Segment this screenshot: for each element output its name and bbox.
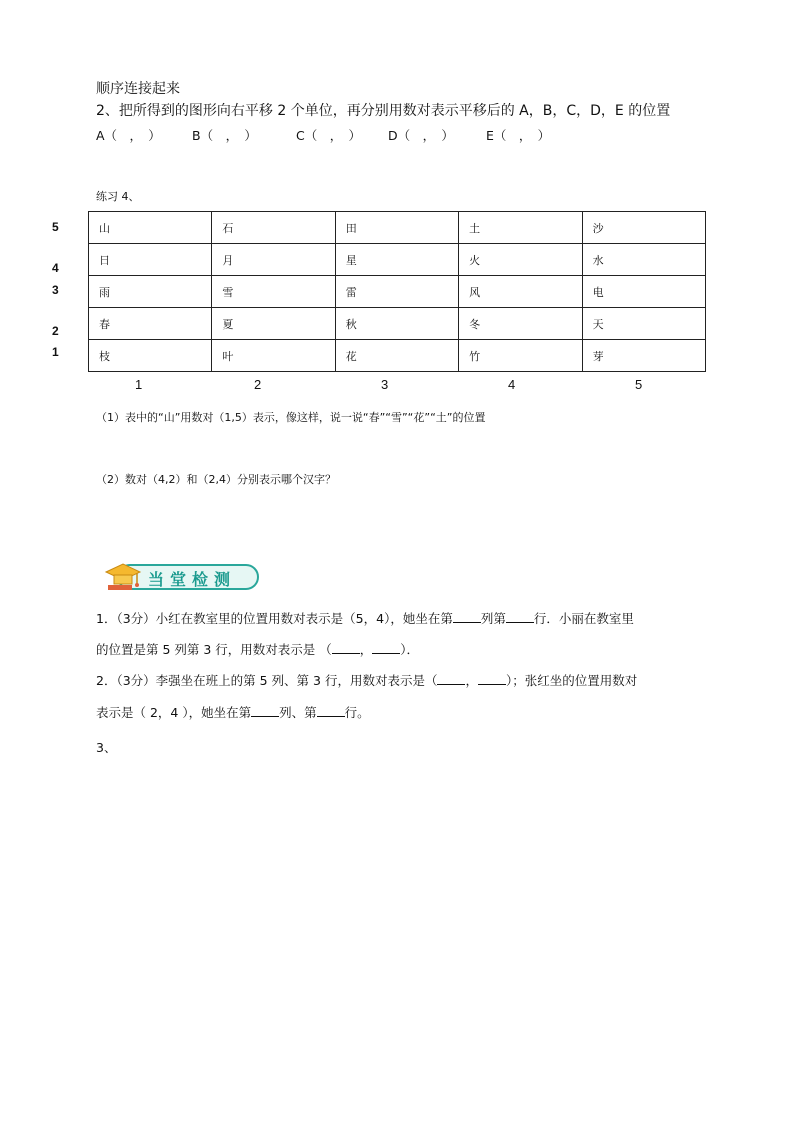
grid-row	[89, 340, 706, 372]
col-label-5: 5	[635, 377, 643, 392]
grid-cell: 风	[459, 276, 582, 308]
point-list	[96, 126, 550, 144]
point-a: A（ ， ）	[96, 128, 161, 143]
grid-cell: 电	[582, 276, 705, 308]
answer-blank[interactable]	[478, 672, 506, 685]
question-2: （2）数对（4,2）和（2,4）分别表示哪个汉字？	[96, 473, 336, 486]
grid-cell: 土	[459, 212, 582, 244]
check-q2-text-e: 列、第	[279, 705, 317, 720]
check-q1-text-c: 行．小丽在教室里	[533, 611, 634, 626]
answer-blank[interactable]	[317, 704, 345, 717]
grid-cell: 天	[582, 308, 705, 340]
row-label-4: 4	[52, 261, 59, 275]
answer-blank[interactable]	[372, 641, 400, 654]
grid-row	[89, 244, 706, 276]
grid-cell: 叶	[212, 340, 335, 372]
check-q3: 3、	[96, 740, 117, 755]
check-q1-text-f: ）．	[400, 642, 420, 657]
check-q1-text-a: 1．（3分）小红在教室里的位置用数对表示是（5，4），她坐在第	[96, 611, 453, 626]
grid-cell: 花	[335, 340, 458, 372]
grid-cell: 夏	[212, 308, 335, 340]
row-label-2: 2	[52, 324, 59, 338]
grid-cell: 水	[582, 244, 705, 276]
answer-blank[interactable]	[332, 641, 360, 654]
check-q1-text-e: ，	[359, 642, 373, 657]
intro-line-1: 顺序连接起来	[96, 81, 180, 97]
col-label-2: 2	[254, 377, 262, 392]
check-q1-line2	[96, 640, 419, 658]
section-banner	[104, 562, 260, 592]
grid-cell: 竹	[459, 340, 582, 372]
check-q2-line2	[96, 703, 370, 721]
question-1: （1）表中的“山”用数对（1,5）表示，像这样，说一说“春”“雪”“花”“土”的位置	[96, 411, 486, 424]
row-label-3: 3	[52, 283, 59, 297]
grid-cell: 雷	[335, 276, 458, 308]
grid-row	[89, 212, 706, 244]
grid-cell: 火	[459, 244, 582, 276]
point-c: C（ ， ）	[296, 128, 361, 143]
grid-cell: 月	[212, 244, 335, 276]
grid-cell: 雨	[89, 276, 212, 308]
answer-blank[interactable]	[437, 672, 465, 685]
graduation-cap-icon	[104, 558, 142, 598]
grid-cell: 枝	[89, 340, 212, 372]
intro-line-2: 2、把所得到的图形向右平移 2 个单位，再分别用数对表示平移后的 A，B，C，D，E 的位置	[96, 103, 671, 119]
col-label-4: 4	[508, 377, 516, 392]
grid-cell: 秋	[335, 308, 458, 340]
col-label-1: 1	[135, 377, 143, 392]
answer-blank[interactable]	[251, 704, 279, 717]
check-q2-line1	[96, 671, 637, 689]
point-b: B（ ， ）	[192, 128, 257, 143]
banner-title: 当堂检测	[148, 570, 237, 589]
col-label-3: 3	[381, 377, 389, 392]
grid-cell: 雪	[212, 276, 335, 308]
character-grid	[88, 211, 706, 372]
point-e: E（ ， ）	[486, 128, 551, 143]
check-q2-text-a: 2．（3分）李强坐在班上的第 5 列、第 3 行，用数对表示是（	[96, 673, 438, 688]
grid-row	[89, 308, 706, 340]
grid-cell: 田	[335, 212, 458, 244]
grid-cell: 冬	[459, 308, 582, 340]
grid-row	[89, 276, 706, 308]
answer-blank[interactable]	[453, 610, 481, 623]
grid-cell: 石	[212, 212, 335, 244]
check-q2-text-f: 行。	[344, 705, 370, 720]
check-q2-text-b: ，	[465, 673, 478, 688]
row-label-5: 5	[52, 220, 59, 234]
point-d: D（ ， ）	[388, 128, 454, 143]
grid-cell: 星	[335, 244, 458, 276]
check-q2-text-c: ）；张红坐的位置用数对	[505, 673, 638, 688]
exercise-title: 练习 4、	[96, 190, 140, 203]
row-label-1: 1	[52, 345, 59, 359]
check-q1-text-b: 列第	[480, 611, 506, 626]
grid-cell: 日	[89, 244, 212, 276]
grid-cell: 芽	[582, 340, 705, 372]
check-q1-text-d: 的位置是第 5 列第 3 行，用数对表示是 （	[96, 642, 332, 657]
check-q1-line1	[96, 609, 634, 627]
answer-blank[interactable]	[506, 610, 534, 623]
grid-cell: 春	[89, 308, 212, 340]
grid-cell: 山	[89, 212, 212, 244]
grid-cell: 沙	[582, 212, 705, 244]
check-q2-text-d: 表示是（ 2，4 ），她坐在第	[96, 705, 252, 720]
